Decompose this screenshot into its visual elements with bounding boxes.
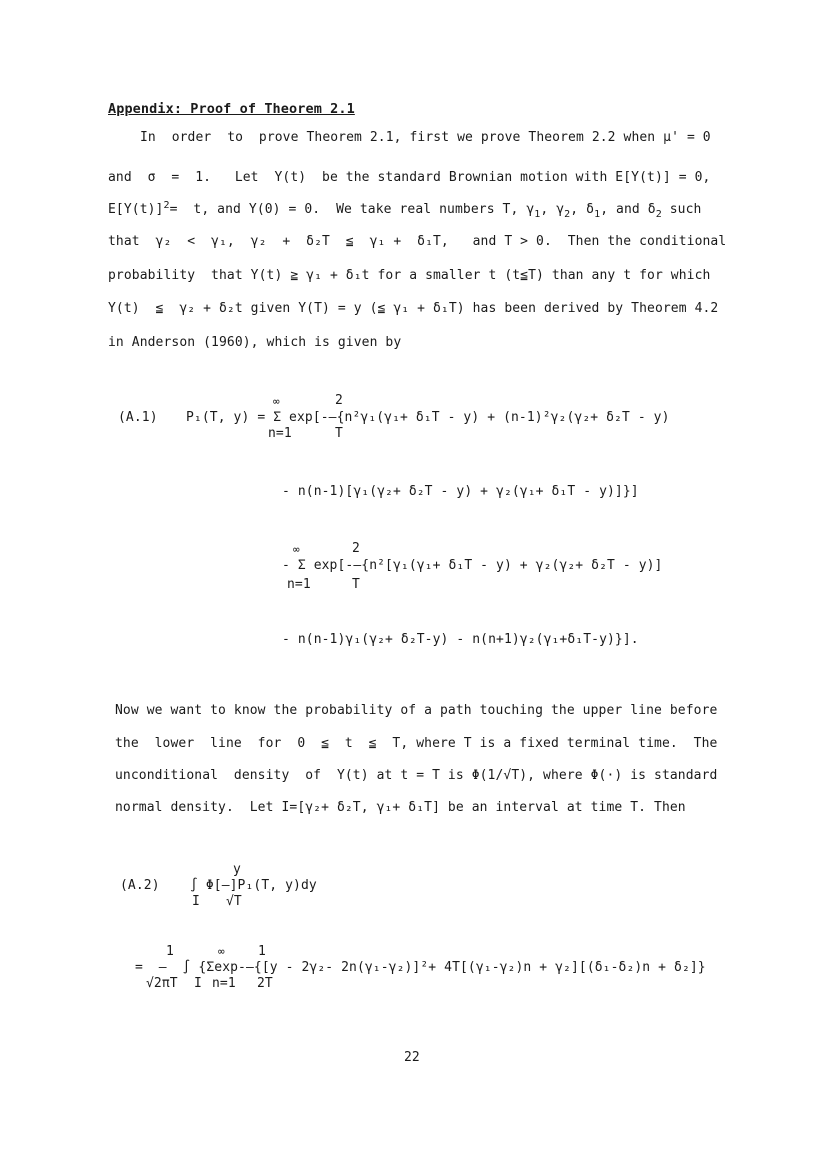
- eq-a1-line3: - Σ exp[-—{n²[γ₁(γ₁+ δ₁T - y) + γ₂(γ₂+ δ₂T - y)]: [282, 558, 663, 573]
- eq-a2-rhs-inner-top: 1: [258, 944, 266, 959]
- para1-line3: [108, 202, 701, 219]
- appendix-heading: Appendix: Proof of Theorem 2.1: [108, 101, 355, 117]
- para2-line3: unconditional density of Y(t) at t = T is Φ(1/√T), where Φ(·) is standard: [115, 768, 718, 783]
- para2-line2: the lower line for 0 ≦ t ≦ T, where T is a fixed terminal time. The: [115, 736, 718, 751]
- l3c: = t, and Y(0) = 0. We take real numbers T, γ: [169, 202, 535, 217]
- l3j: 2: [655, 209, 662, 220]
- eq-a1-line4: - n(n-1)γ₁(γ₂+ δ₂T-y) - n(n+1)γ₂(γ₁+δ₁T-y)}].: [282, 632, 639, 647]
- eq-a2-rhs-main: = — ∫ {Σexp-—{[y - 2γ₂- 2n(γ₁-γ₂)]²+ 4T[(γ₁-γ₂)n + γ₂][(δ₁-δ₂)n + δ₂]}: [135, 960, 706, 975]
- l3d: 1: [534, 209, 541, 220]
- eq-a2-bottom-sqrt: √T: [226, 894, 242, 909]
- l3g: , δ: [570, 202, 595, 217]
- eq-a1-label: (A.1): [118, 410, 158, 425]
- para1-line6: Y(t) ≦ γ₂ + δ₂t given Y(T) = y (≦ γ₁ + δ₁T) has been derived by Theorem 4.2: [108, 301, 719, 316]
- eq-a2-label: (A.2): [120, 878, 160, 893]
- eq-a1-sum2-bottom: n=1: [287, 577, 311, 592]
- eq-a1-line1: P₁(T, y) = Σ exp[-—{n²γ₁(γ₁+ δ₁T - y) + (n-1)²γ₂(γ₂+ δ₂T - y): [186, 410, 670, 425]
- eq-a2-top: y: [233, 862, 241, 877]
- l3f: 2: [564, 209, 571, 220]
- eq-a2-rhs-i: I: [194, 976, 202, 991]
- para1-line2: and σ = 1. Let Y(t) be the standard Brownian motion with E[Y(t)] = 0,: [108, 170, 711, 185]
- para2-line4: normal density. Let I=[γ₂+ δ₂T, γ₁+ δ₁T] be an interval at time T. Then: [115, 800, 686, 815]
- eq-a1-line2: - n(n-1)[γ₁(γ₂+ δ₂T - y) + γ₂(γ₁+ δ₁T - y)]}]: [282, 484, 639, 499]
- eq-a1-sum-top: ∞: [273, 395, 280, 408]
- eq-a2-bottom-i: I: [192, 894, 200, 909]
- eq-a2-main: ∫ Φ[—]P₁(T, y)dy: [190, 878, 317, 893]
- para1-line5: probability that Y(t) ≧ γ₁ + δ₁t for a smaller t (t≦T) than any t for which: [108, 268, 711, 283]
- l3a: E[Y(t)]: [108, 202, 164, 217]
- para1-line1: In order to prove Theorem 2.1, first we prove Theorem 2.2 when μ' = 0: [140, 130, 711, 145]
- eq-a2-rhs-inner-bottom: 2T: [257, 976, 273, 991]
- para1-line7: in Anderson (1960), which is given by: [108, 335, 402, 350]
- eq-a1-frac-bottom: T: [335, 426, 343, 441]
- eq-a2-rhs-sum-top: ∞: [218, 945, 225, 958]
- eq-a2-rhs-frac-top: 1: [166, 944, 174, 959]
- l3i: , and δ: [600, 202, 656, 217]
- eq-a1-sum2-top: ∞: [293, 543, 300, 556]
- para1-line4: that γ₂ < γ₁, γ₂ + δ₂T ≦ γ₁ + δ₁T, and T > 0. Then the conditional: [108, 234, 727, 249]
- eq-a1-frac-top: 2: [335, 393, 343, 408]
- eq-a2-rhs-frac-bottom: √2πT: [146, 976, 178, 991]
- l3b: 2: [163, 200, 170, 211]
- page-number: 22: [404, 1050, 420, 1065]
- eq-a1-frac2-bottom: T: [352, 577, 360, 592]
- para2-line1: Now we want to know the probability of a path touching the upper line before: [115, 703, 718, 718]
- eq-a1-frac2-top: 2: [352, 541, 360, 556]
- l3k: such: [661, 202, 702, 217]
- eq-a2-rhs-sum-bottom: n=1: [212, 976, 236, 991]
- l3h: 1: [594, 209, 601, 220]
- eq-a1-sum-bottom: n=1: [268, 426, 292, 441]
- l3e: , γ: [540, 202, 565, 217]
